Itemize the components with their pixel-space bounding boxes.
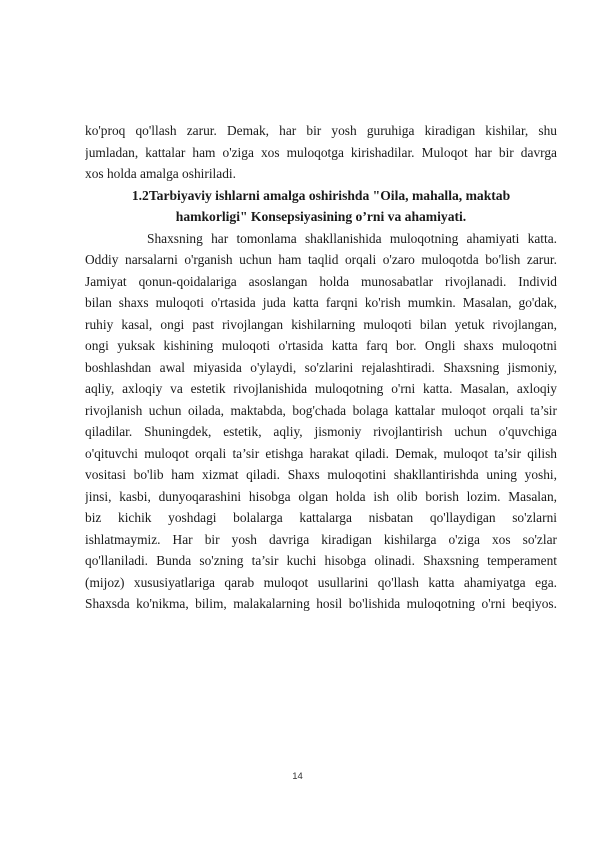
text-line: jinsi, kasbi, dunyoqarashini hisobga olgan holda ish olib borish lozim. Masalan,	[85, 488, 557, 504]
page-number: 14	[292, 771, 303, 782]
text-line: ongi yuksak kishining muloqoti o'rtasida katta farq bor. Ongli shaxs muloqotni	[85, 338, 557, 353]
heading-line: hamkorligi" Konsepsiyasining o’rni va ahamiyati.	[175, 209, 467, 224]
text-line: ishlatmaymiz. Har bir yosh davriga kiradigan kishilarga o'ziga xos so'zlar	[85, 531, 557, 547]
text-line: jumladan, kattalar ham o'ziga xos muloqotga kirishadilar. Muloqot har bir davrga	[85, 144, 557, 160]
text-line: bilan shaxs muloqoti o'rtasida juda katta farqni ko'rish mumkin. Masalan, go'dak,	[85, 295, 557, 310]
text-line: o'qituvchi muloqot orqali ta’sir etishga harakat qiladi. Demak, muloqot ta’sir qilish	[85, 445, 557, 461]
text-line: ruhiy kasal, ongi past rivojlangan kishilarning muloqoti bilan yetuk rivojlangan,	[85, 316, 557, 332]
text-line: Shaxsning har tomonlama shakllanishida muloqotning ahamiyati katta.	[147, 230, 557, 246]
document-body	[85, 120, 557, 615]
text-line: Oddiy narsalarni o'rganish uchun ham taqlid orqali o'zaro muloqotda bo'lish zarur.	[85, 252, 557, 267]
text-line: rivojlanish uchun oilada, maktabda, bog'chada bolaga kattalar muloqot orqali ta’sir	[85, 402, 557, 418]
text-line: boshlashdan awal miyasida o'ylaydi, so'zlarini rejalashtiradi. Shaxsning jismoniy,	[85, 359, 557, 375]
paragraph-intro	[85, 120, 557, 185]
text-line: vositasi bo'lib ham xizmat qiladi. Shaxs muloqotini shakllantirishda uning yoshi,	[85, 467, 557, 482]
heading-line: 1.2Tarbiyaviy ishlarni amalga oshirishda "Oila, mahalla, maktab	[131, 187, 511, 203]
text-line: qo'llaniladi. Bunda so'zning ta’sir kuchi hisobga olinadi. Shaxsning temperament	[85, 553, 557, 568]
text-line: Shaxsda ko'nikma, bilim, malakalarning hosil bo'lishida muloqotning o'rni beqiyos.	[85, 596, 557, 611]
section-heading	[85, 185, 557, 228]
text-line: Jamiyat qonun-qoidalariga asoslangan holda munosabatlar rivojlanadi. Individ	[85, 273, 557, 289]
text-line: (mijoz) xususiyatlariga qarab muloqot usullarini qo'llash katta ahamiyatga ega.	[85, 574, 557, 590]
text-line: qiladilar. Shuningdek, estetik, aqliy, jismoniy rivojlantirish uchun o'quvchiga	[85, 424, 557, 439]
paragraph-main	[85, 228, 557, 615]
text-line: aqliy, axloqiy va estetik rivojlanishida muloqotning o'rni katta. Masalan, axloqiy	[85, 381, 557, 396]
text-line: xos holda amalga oshiriladi.	[85, 166, 236, 181]
text-line: ko'proq qo'llash zarur. Demak, har bir yosh guruhiga kiradigan kishilar, shu	[85, 123, 557, 138]
text-line: biz kichik yoshdagi bolalarga kattalarga nisbatan qo'llaydigan so'zlarni	[85, 510, 557, 525]
